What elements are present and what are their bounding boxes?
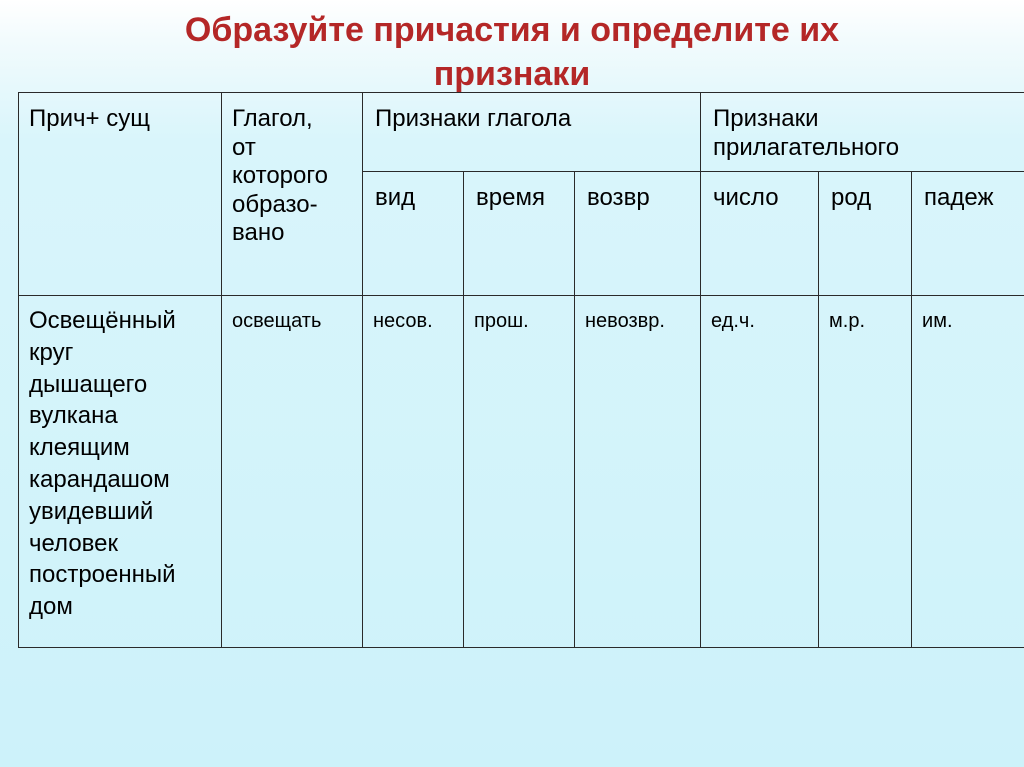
table-row [19,296,1024,648]
list-item: карандашом [29,465,170,493]
list-item: построенный [29,561,176,589]
subheader-gender: род [819,172,912,296]
header-source-verb-line: Глагол, [232,105,313,132]
list-item: человек [29,529,119,557]
slide-title-line-2: признаки [433,55,591,93]
cell-aspect: несов. [363,296,464,648]
cell-source-verb: освещать [222,296,363,648]
header-source-verb-line: образо- [232,190,318,218]
cell-reflexive: невозвр. [575,296,701,648]
subheader-aspect: вид [363,172,464,296]
list-item: Освещённый [29,307,176,334]
cell-tense: прош. [464,296,575,648]
subheader-case: падеж [912,172,1024,296]
header-row [19,93,1024,172]
list-item: клеящим [29,434,130,462]
header-adjective-features-line: прилагательного [713,133,900,161]
subheader-number: число [701,172,819,296]
participles-table [18,92,1024,648]
header-verb-features: Признаки глагола [363,93,701,172]
header-source-verb [222,93,363,296]
table-container [18,92,1024,648]
cell-number: ед.ч. [701,296,819,648]
header-source-verb-line: от [232,133,256,161]
slide-title-line-1: Образуйте причастия и определите их [184,11,840,49]
participle-noun-list [19,296,222,648]
slide-title [0,8,1024,96]
header-source-verb-line: которого [232,162,328,189]
subheader-reflexive: возвр [575,172,701,296]
list-item: дышащего [29,370,148,398]
list-item: увидевший [29,497,154,525]
header-adjective-features [701,93,1024,172]
list-item: круг [29,338,74,366]
header-adjective-features-line: Признаки [713,105,819,132]
list-item: вулкана [29,402,118,430]
subheader-tense: время [464,172,575,296]
cell-gender: м.р. [819,296,912,648]
header-participle-noun: Прич+ сущ [19,93,222,296]
header-source-verb-line: вано [232,219,285,246]
cell-case: им. [912,296,1024,648]
list-item: дом [29,593,73,621]
